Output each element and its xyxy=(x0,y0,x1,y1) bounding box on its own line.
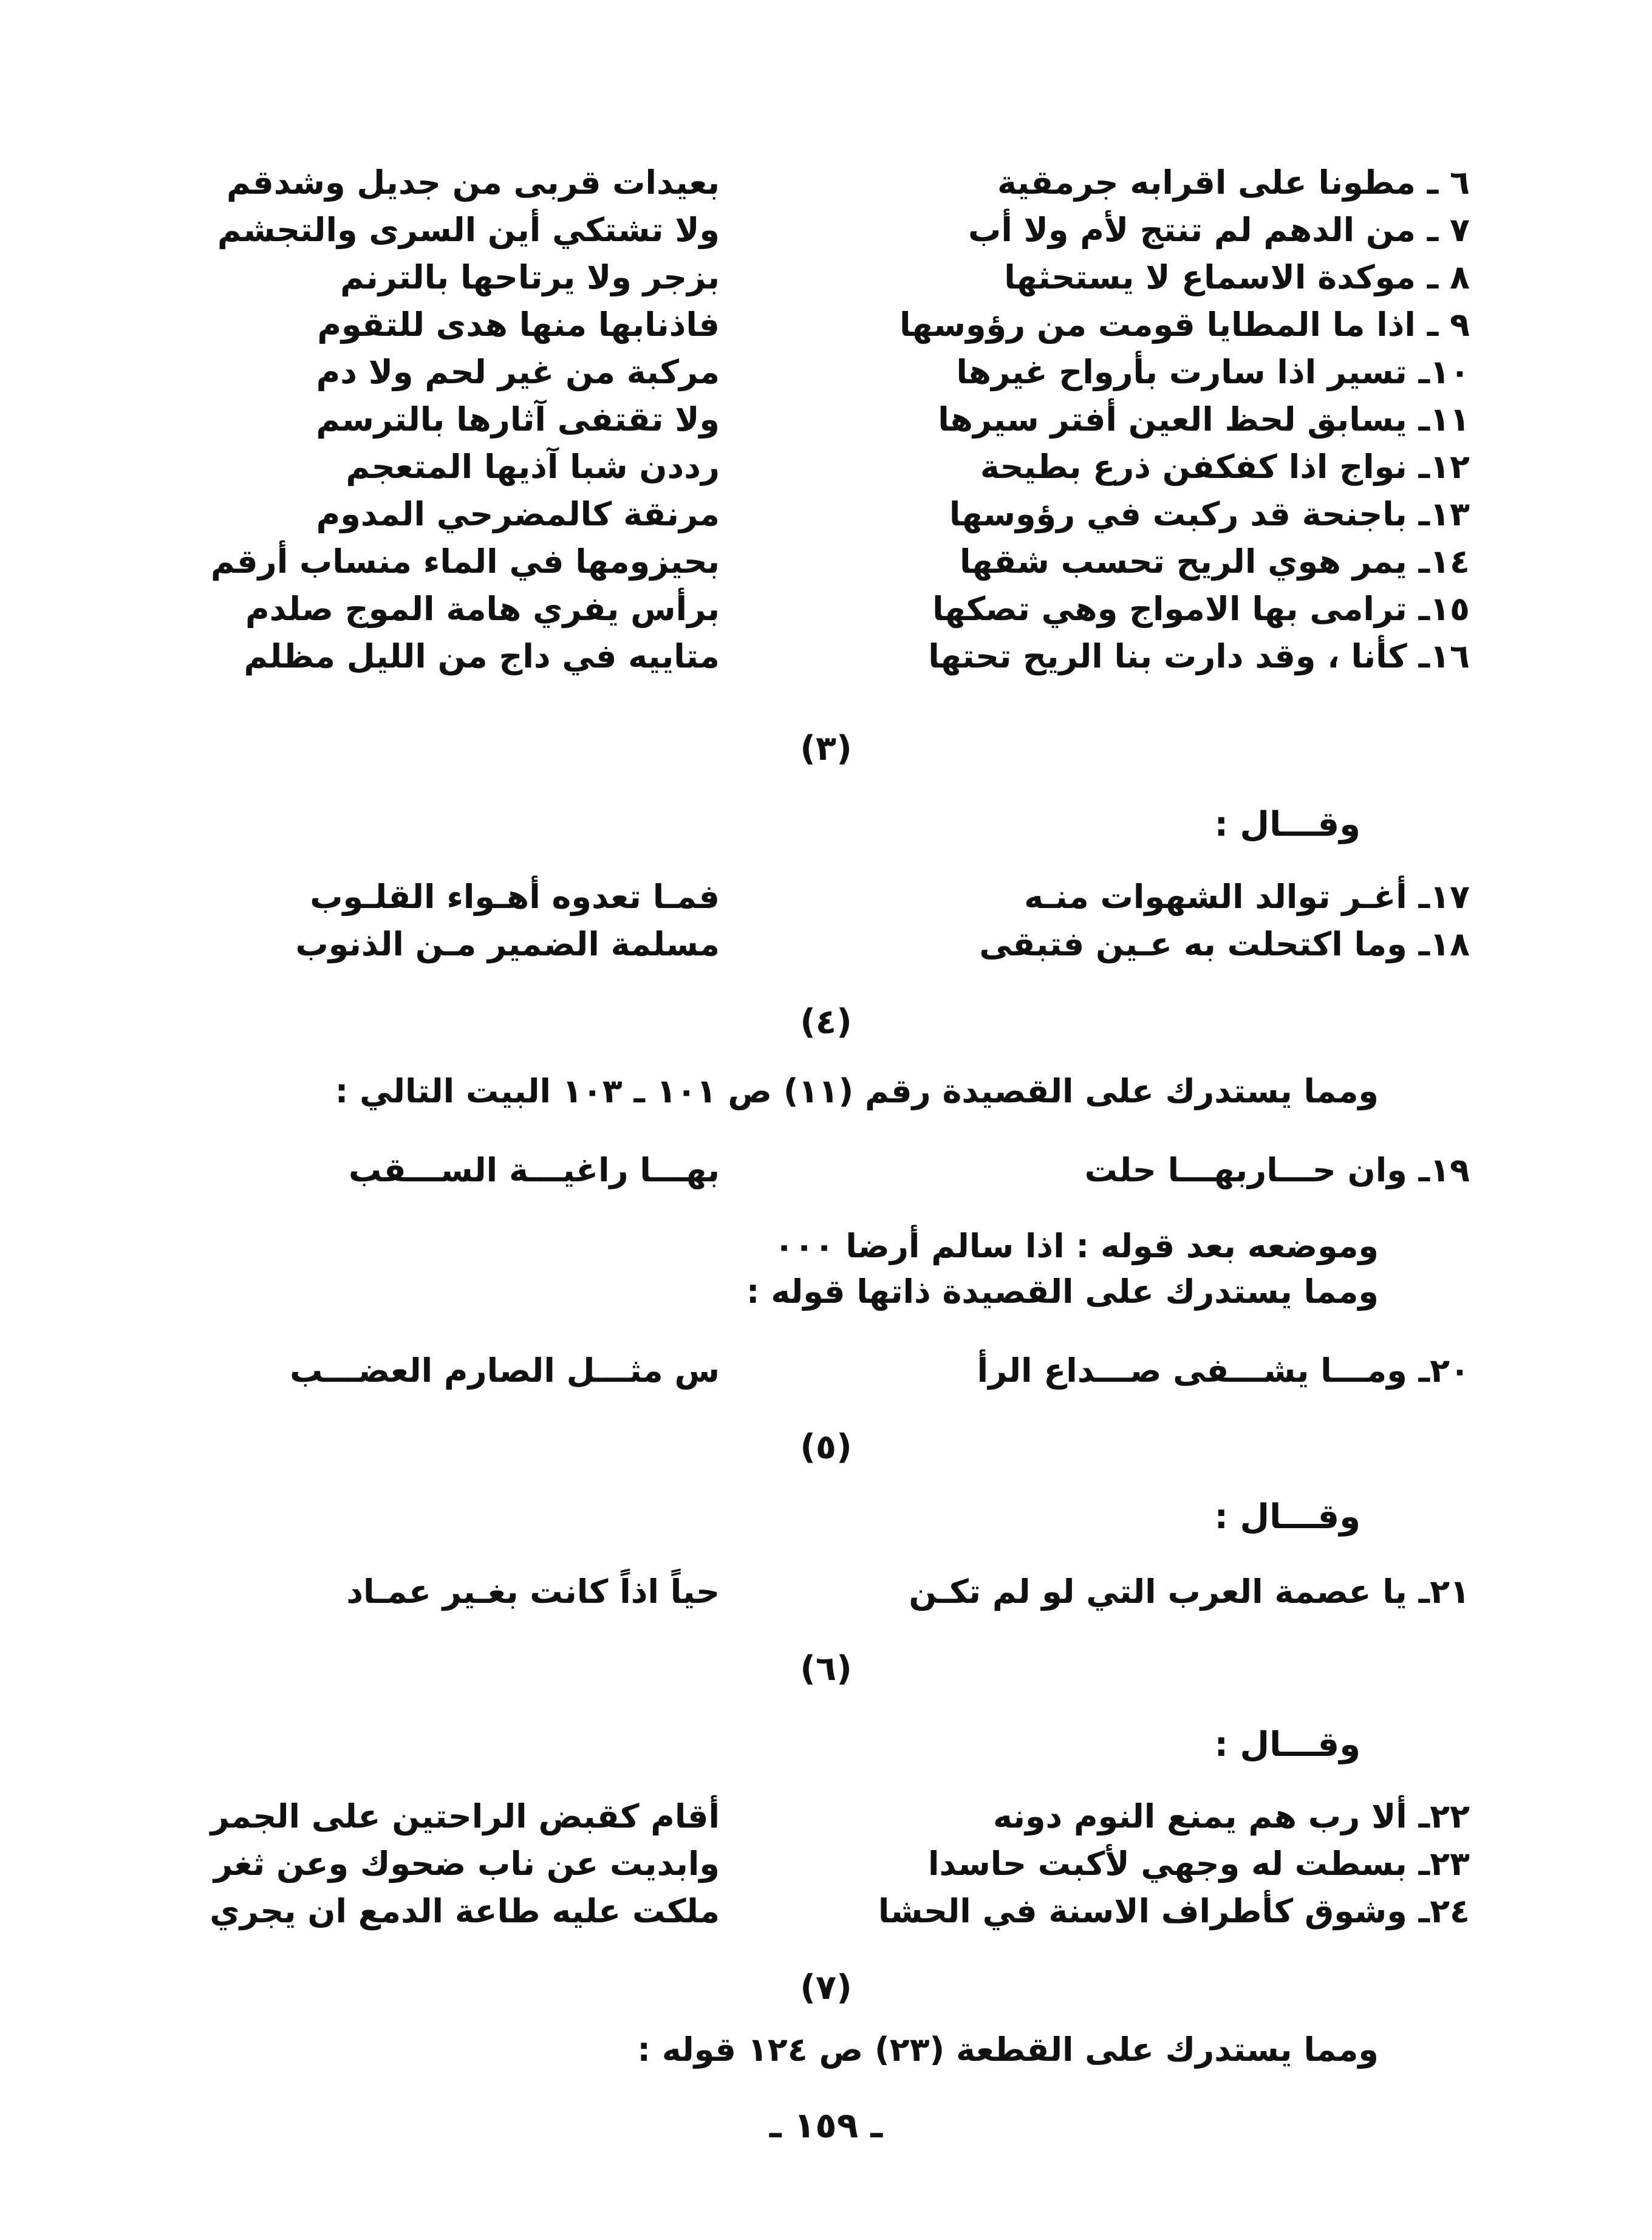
hemistich-text: ألا رب هم يمنع النوم دونه xyxy=(992,1797,1407,1835)
section-heading: وقـــال : xyxy=(1214,1497,1360,1537)
verse-second-hemistich: مركبة من غير لحم ولا دم xyxy=(316,353,720,391)
section-number: (٣) xyxy=(800,729,852,768)
hemistich-text: باجنحة قد ركبت في رؤوسها xyxy=(949,495,1407,533)
verse-number: ١٦ـ xyxy=(1418,637,1470,675)
verse-number: ١٣ـ xyxy=(1418,495,1470,533)
verse-number: ٦ ـ xyxy=(1427,163,1470,202)
hemistich-text: أغـر توالد الشهوات منـه xyxy=(1024,878,1407,916)
verse-first-hemistich xyxy=(820,586,1470,633)
verse-first-hemistich xyxy=(820,1347,1470,1395)
verse-second-hemistich: رددن شبا آذيها المتعجم xyxy=(346,448,720,486)
verse-first-hemistich xyxy=(820,873,1470,921)
addendum-note: ومما يستدرك على القصيدة رقم (١١) ص ١٠١ ـ ١٠٣ البيت التالي : xyxy=(335,1072,1379,1110)
verse-number: ٩ ـ xyxy=(1427,306,1470,344)
verse-first-hemistich xyxy=(820,207,1470,254)
hemistich-text: كأنا ، وقد دارت بنا الريح تحتها xyxy=(928,637,1407,675)
section-number: (٧) xyxy=(800,1968,852,2007)
verse-number: ٢١ـ xyxy=(1418,1572,1470,1611)
verse-number: ١٧ـ xyxy=(1418,878,1470,916)
hemistich-text: وشوق كأطراف الاسنة في الحشا xyxy=(878,1892,1407,1930)
hemistich-text: من الدهم لم تنتج لأم ولا أب xyxy=(968,211,1416,249)
verse-number: ٢٣ـ xyxy=(1418,1845,1470,1883)
verse-second-hemistich: أقام كقبض الراحتين على الجمر xyxy=(210,1797,720,1835)
verse-number: ٧ ـ xyxy=(1427,211,1470,249)
hemistich-text: ترامى بها الامواج وهي تصكها xyxy=(932,590,1407,628)
hemistich-text: وما اكتحلت به عـين فتبقى xyxy=(979,925,1407,963)
verse-number: ١٩ـ xyxy=(1418,1151,1470,1189)
verse-number: ٢٠ـ xyxy=(1418,1351,1470,1390)
verse-number: ١٥ـ xyxy=(1418,590,1470,628)
verse-first-hemistich xyxy=(820,921,1470,968)
verse-first-hemistich xyxy=(820,159,1470,207)
verse-first-hemistich xyxy=(820,301,1470,349)
verse-second-hemistich: مرنقة كالمضرحي المدوم xyxy=(316,495,720,533)
verse-first-hemistich xyxy=(820,396,1470,443)
section-number: (٦) xyxy=(800,1649,852,1689)
hemistich-text: موكدة الاسماع لا يستحثها xyxy=(1004,258,1416,296)
verse-first-hemistich xyxy=(820,1840,1470,1888)
verse-first-hemistich xyxy=(820,633,1470,680)
verse-first-hemistich xyxy=(820,254,1470,301)
section-number: (٥) xyxy=(800,1427,852,1467)
hemistich-text: تسير اذا سارت بأرواح غيرها xyxy=(956,353,1407,391)
verse-second-hemistich: بحيزومها في الماء منساب أرقم xyxy=(210,542,720,581)
verse-number: ١٢ـ xyxy=(1418,448,1470,486)
verse-first-hemistich xyxy=(820,491,1470,538)
verse-second-hemistich: س مثـــل الصارم العضـــب xyxy=(290,1351,720,1390)
hemistich-text: يا عصمة العرب التي لو لم تكـن xyxy=(909,1572,1407,1611)
verse-second-hemistich: فمـا تعدوه أهـواء القلـوب xyxy=(310,878,720,916)
verse-first-hemistich xyxy=(820,1568,1470,1616)
verse-first-hemistich xyxy=(820,443,1470,491)
addendum-note: ومما يستدرك على القصيدة ذاتها قوله : xyxy=(746,1272,1379,1311)
verse-number: ٨ ـ xyxy=(1427,258,1470,296)
verse-number: ٢٤ـ xyxy=(1418,1892,1470,1930)
placement-note: وموضعه بعد قوله : اذا سالم أرضا ٠٠٠ xyxy=(774,1227,1379,1265)
hemistich-text: نواج اذا كفكفن ذرع بطيحة xyxy=(980,448,1407,486)
page-number: ـ ١٥٩ ـ xyxy=(769,2105,883,2146)
verse-number: ١٠ـ xyxy=(1418,353,1470,391)
verse-second-hemistich: فاذنابها منها هدى للتقوم xyxy=(317,306,720,344)
section-heading: وقـــال : xyxy=(1214,1725,1360,1764)
hemistich-text: ومـــا يشـــفى صـــداع الرأ xyxy=(977,1351,1407,1390)
verse-number: ١٤ـ xyxy=(1418,542,1470,581)
verse-second-hemistich: برأس يفري هامة الموج صلدم xyxy=(245,590,720,628)
verse-first-hemistich xyxy=(820,349,1470,396)
hemistich-text: وان حـــاربهـــا حلت xyxy=(1084,1151,1407,1189)
hemistich-text: اذا ما المطايا قومت من رؤوسها xyxy=(899,306,1416,344)
verse-number: ٢٢ـ xyxy=(1418,1797,1470,1835)
verse-second-hemistich: وابديت عن ناب ضحوك وعن ثغر xyxy=(213,1845,720,1883)
verse-first-hemistich xyxy=(820,1147,1470,1194)
hemistich-text: مطونا على اقرابه جرمقية xyxy=(997,163,1416,202)
verse-second-hemistich: بهـــا راغيـــة الســـقب xyxy=(349,1151,720,1189)
hemistich-text: يسابق لحظ العين أفتر سيرها xyxy=(938,400,1407,439)
hemistich-text: يمر هوي الريح تحسب شقها xyxy=(959,542,1407,581)
addendum-note: ومما يستدرك على القطعة (٢٣) ص ١٢٤ قوله : xyxy=(637,2030,1379,2069)
verse-second-hemistich: ولا تشتكي أين السرى والتجشم xyxy=(217,211,720,249)
verse-second-hemistich: ولا تقتفى آثارها بالترسم xyxy=(316,400,720,439)
section-heading: وقـــال : xyxy=(1214,805,1360,844)
verse-second-hemistich: ملكت عليه طاعة الدمع ان يجري xyxy=(210,1892,720,1930)
verse-second-hemistich: بعيدات قربى من جديل وشدقم xyxy=(226,163,720,202)
verse-first-hemistich xyxy=(820,1888,1470,1935)
verse-second-hemistich: حياً اذاً كانت بغـير عمـاد xyxy=(346,1572,720,1611)
verse-second-hemistich: متاييه في داج من الليل مظلم xyxy=(244,637,720,675)
verse-number: ١١ـ xyxy=(1418,400,1470,439)
verse-first-hemistich xyxy=(820,1793,1470,1840)
verse-number: ١٨ـ xyxy=(1418,925,1470,963)
section-number: (٤) xyxy=(800,1002,852,1042)
verse-second-hemistich: مسلمة الضمير مـن الذنوب xyxy=(295,925,720,963)
verse-second-hemistich: بزجر ولا يرتاحها بالترنم xyxy=(340,258,720,296)
verse-first-hemistich xyxy=(820,538,1470,586)
hemistich-text: بسطت له وجهي لأكبت حاسدا xyxy=(927,1845,1407,1883)
